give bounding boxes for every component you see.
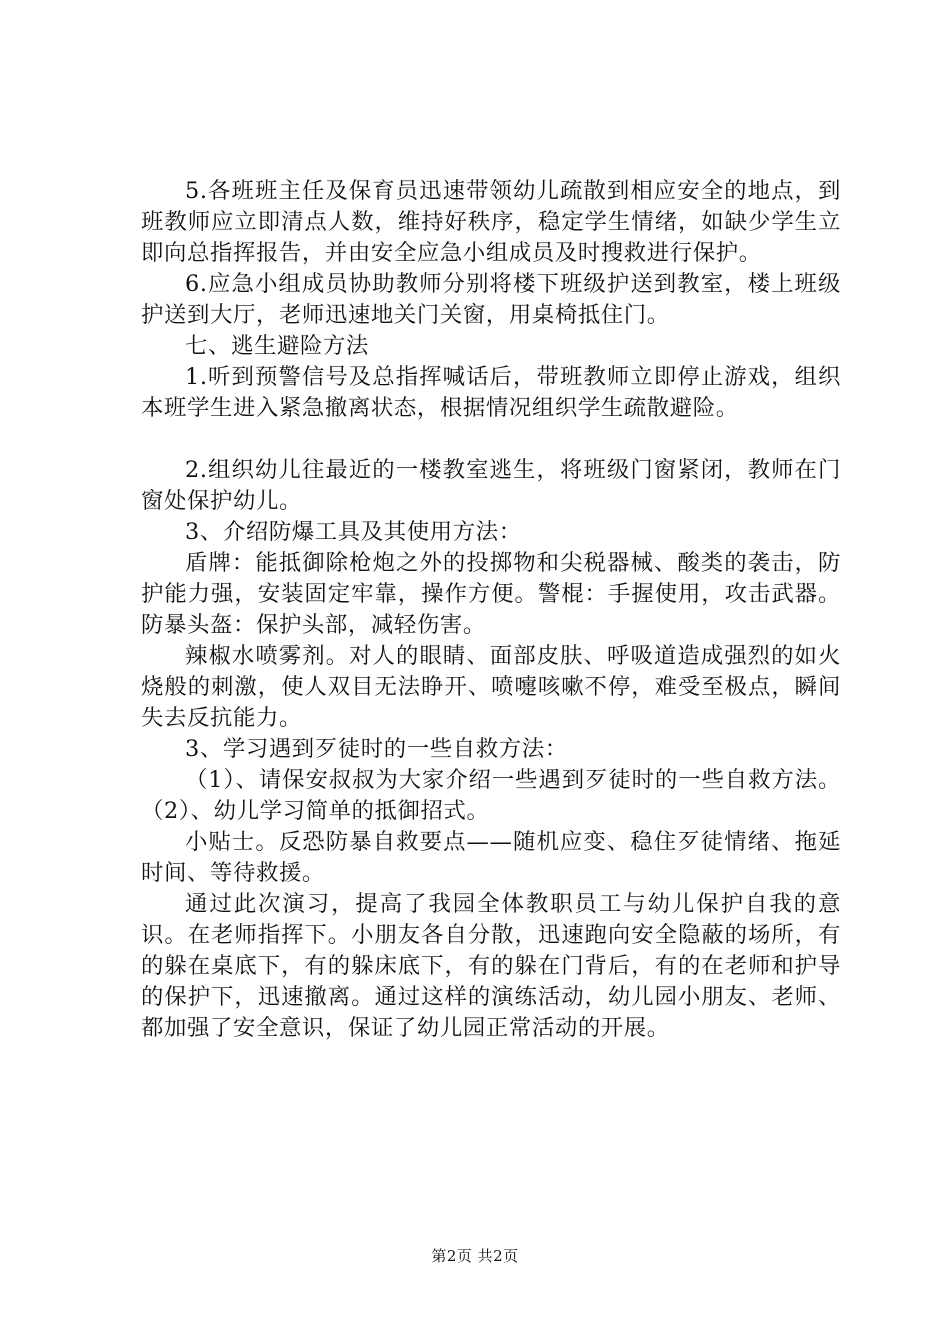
paragraph-warning-signal: 1.听到预警信号及总指挥喊话后，带班教师立即停止游戏，组织本班学生进入紧急撤离状态，根据情况组织学生疏散避险。	[141, 364, 841, 421]
paragraph-shield-baton-helmet: 盾牌：能抵御除枪炮之外的投掷物和尖税器械、酸类的袭击，防护能力强，安装固定牢靠，操作方便。警棍：手握使用，攻击武器。防暴头盔：保护头部，减轻伤害。	[141, 550, 841, 638]
paragraph-conclusion: 通过此次演习，提高了我园全体教职员工与幼儿保护自我的意识。在老师指挥下。小朋友各自分散，迅速跑向安全隐蔽的场所，有的躲在桌底下，有的躲床底下，有的躲在门背后，有的在老师和护导的保护下，迅速撤离。通过这样的演练活动，幼儿园小朋友、老师、都加强了安全意识，保证了幼儿园正常活动的开展。	[141, 891, 841, 1041]
paragraph-pepper-spray: 辣椒水喷雾剂。对人的眼睛、面部皮肤、呼吸道造成强烈的如火烧般的刺激，使人双目无法睁开、喷嚏咳嗽不停，难受至极点，瞬间失去反抗能力。	[141, 643, 841, 731]
page-number-footer: 第2页 共2页	[431, 1247, 519, 1265]
paragraph-evacuate-classes: 5.各班班主任及保育员迅速带领幼儿疏散到相应安全的地点，到班教师应立即清点人数，维持好秩序，稳定学生情绪，如缺少学生立即向总指挥报告，并由安全应急小组成员及时搜救进行保护。	[141, 178, 841, 266]
paragraph-self-rescue-intro: 3、学习遇到歹徒时的一些自救方法：	[185, 736, 568, 762]
document-body	[141, 176, 841, 1044]
paragraph-first-floor-escape: 2.组织幼儿往最近的一楼教室逃生，将班级门窗紧闭，教师在门窗处保护幼儿。	[141, 457, 841, 514]
section-heading-escape-methods: 七、逃生避险方法	[185, 333, 369, 359]
paragraph-escort-classes: 6.应急小组成员协助教师分别将楼下班级护送到教室，楼上班级护送到大厅，老师迅速地关门关窗，用桌椅抵住门。	[141, 271, 841, 328]
paragraph-self-rescue-steps: （1）、请保安叔叔为大家介绍一些遇到歹徒时的一些自救方法。（2）、幼儿学习简单的抵御招式。	[141, 767, 841, 824]
paragraph-tips: 小贴士。反恐防暴自救要点——随机应变、稳住歹徒情绪、拖延时间、等待救援。	[141, 829, 841, 886]
paragraph-tools-intro: 3、介绍防爆工具及其使用方法：	[185, 519, 522, 545]
